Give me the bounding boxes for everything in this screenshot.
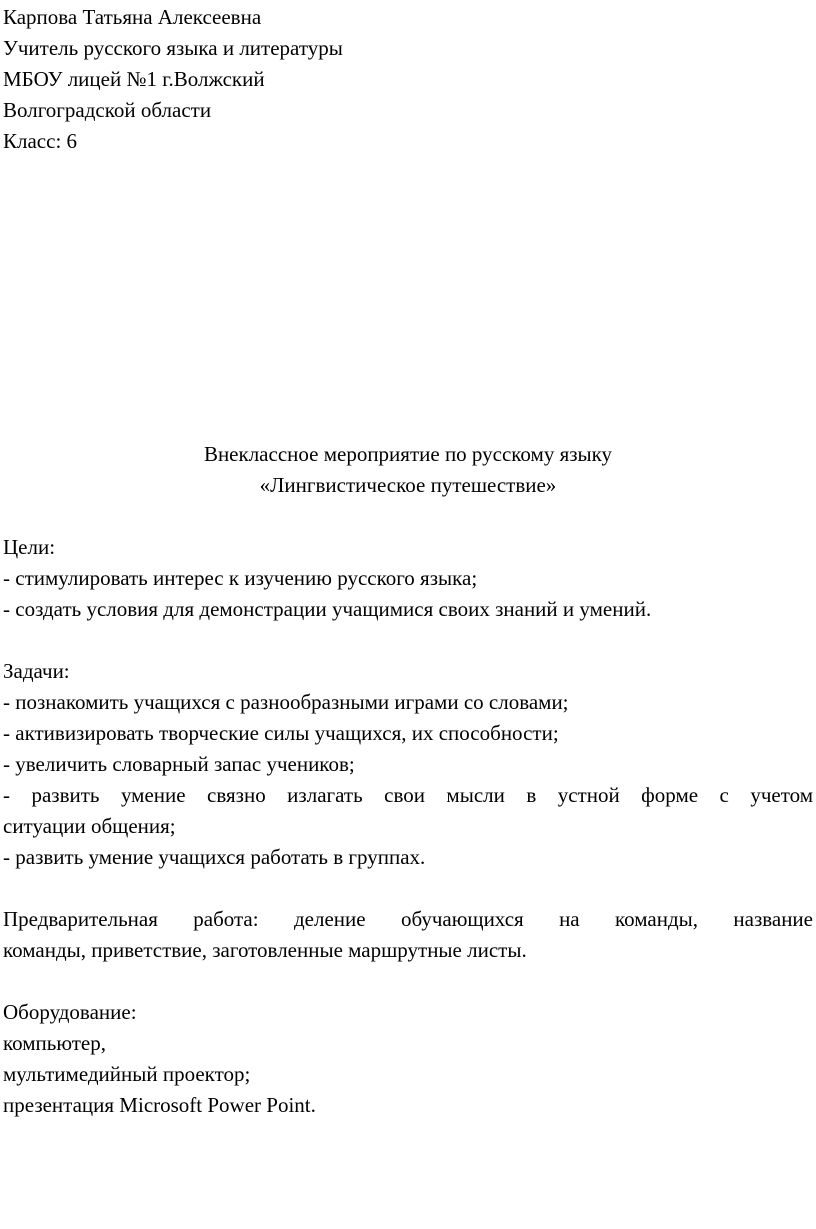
spacer [3,873,813,904]
header-block [3,2,813,157]
spacer [3,625,813,656]
tasks-item: - познакомить учащихся с разнообразными играми со словами; [3,690,569,714]
tasks-item-continuation: ситуации общения; [3,814,176,838]
document-page [3,2,813,1121]
school-region: Волгоградской области [3,98,212,122]
tasks-heading: Задачи: [3,659,70,683]
equipment-item: компьютер, [3,1031,107,1055]
preparation-section [3,904,813,966]
tasks-item: - развить умение связно излагать свои мысли в устной форме с учетом [3,783,813,807]
title-line-1: Внеклассное мероприятие по русскому языку [203,442,613,466]
goals-item: - стимулировать интерес к изучению русского языка; [3,566,478,590]
school-name: МБОУ лицей №1 г.Волжский [3,67,265,91]
author-name: Карпова Татьяна Алексеевна [3,5,262,29]
tasks-item: - увеличить словарный запас учеников; [3,752,355,776]
spacer [3,966,813,997]
title-line-2: «Лингвистическое путешествие» [259,473,557,497]
spacer [3,157,813,439]
equipment-section [3,997,813,1121]
equipment-heading: Оборудование: [3,1000,137,1024]
spacer [3,501,813,532]
grade-label: Класс: 6 [3,129,78,153]
goals-section [3,532,813,625]
equipment-item: презентация Microsoft Power Point. [3,1093,316,1117]
tasks-item: - активизировать творческие силы учащихся, их способности; [3,721,559,745]
author-position: Учитель русского языка и литературы [3,36,343,60]
document-title [3,439,813,501]
tasks-item: - развить умение учащихся работать в группах. [3,845,426,869]
tasks-section [3,656,813,873]
goals-heading: Цели: [3,535,56,559]
equipment-item: мультимедийный проектор; [3,1062,251,1086]
preparation-line-1: Предварительная работа: деление обучающихся на команды, название [3,907,813,931]
goals-item: - создать условия для демонстрации учащимися своих знаний и умений. [3,597,652,621]
preparation-line-2: команды, приветствие, заготовленные маршрутные листы. [3,938,527,962]
